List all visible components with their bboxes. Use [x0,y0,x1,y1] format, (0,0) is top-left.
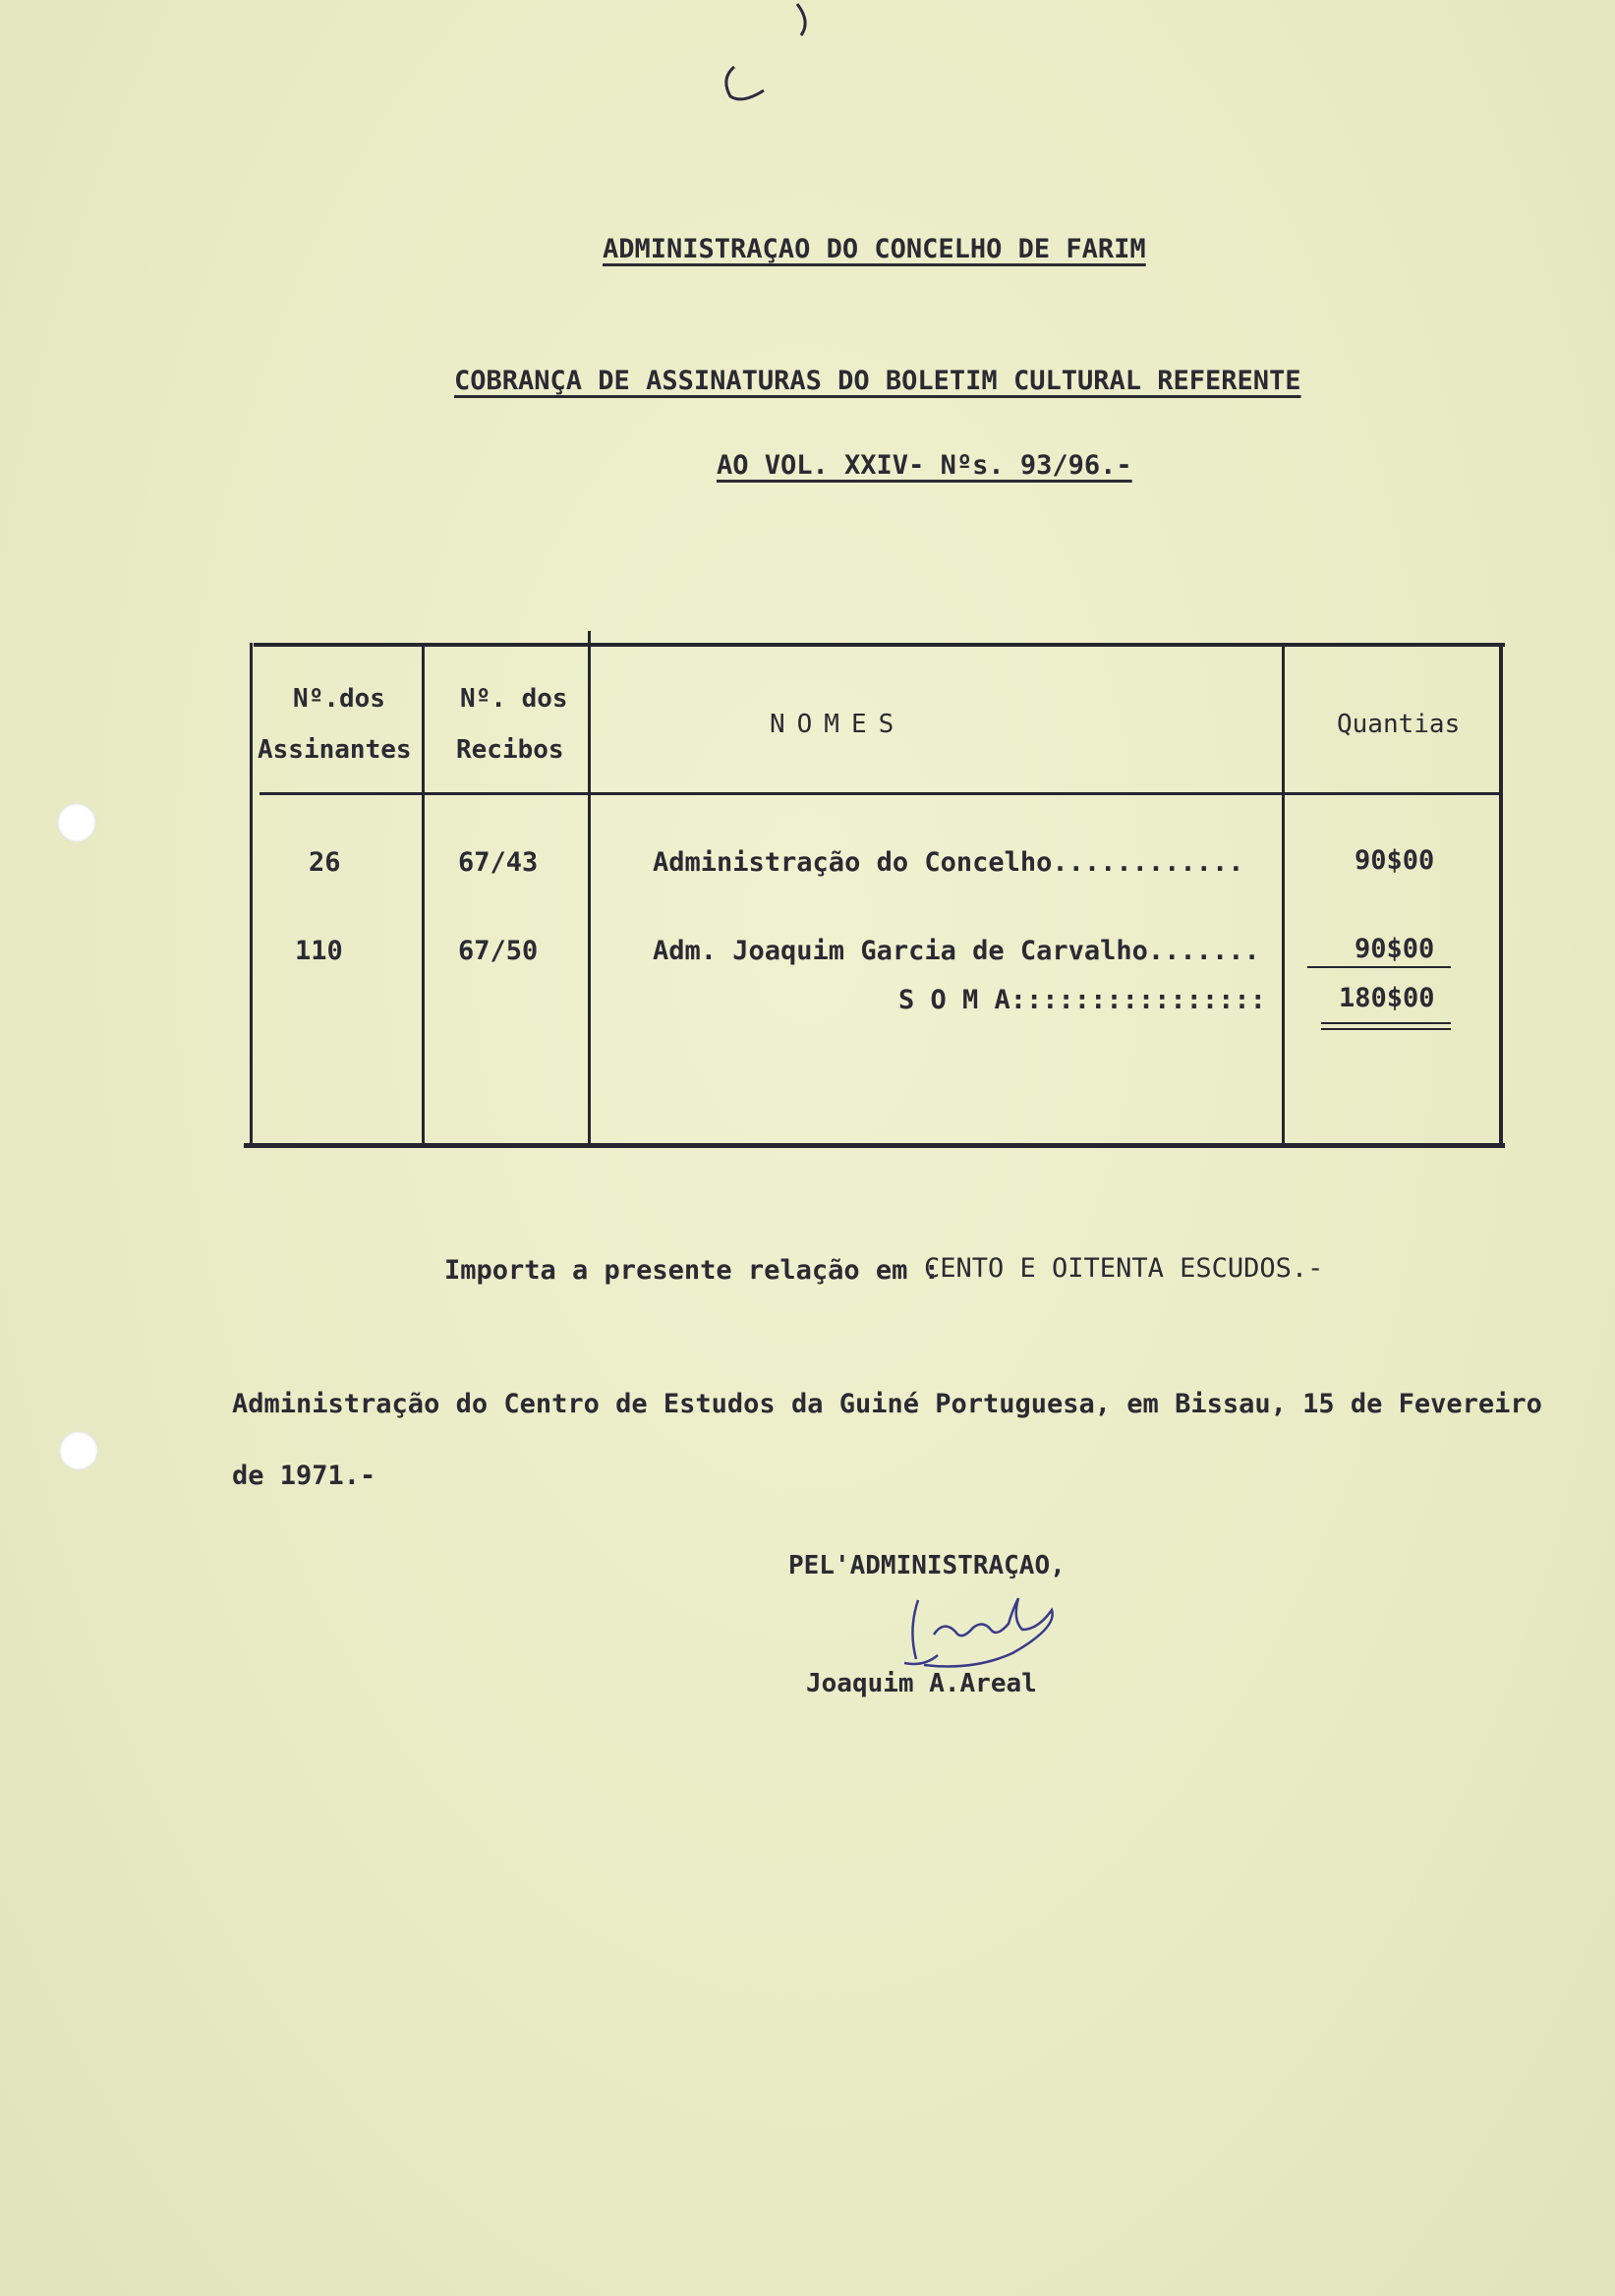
table-divider-1 [422,643,425,1145]
subtotal-rule [1307,966,1451,968]
row2-nome: Adm. Joaquim Garcia de Carvalho....... [653,936,1260,966]
table-header-separator [260,792,1503,795]
closing-line-2: de 1971.- [232,1461,376,1491]
header-quantias: Quantias [1337,710,1461,739]
importa-label: Importa a presente relação em : [444,1255,940,1286]
punch-hole-top [57,803,96,842]
signature-name: Joaquim A.Areal [806,1669,1037,1698]
table-border-bottom [244,1143,1505,1148]
row1-nome: Administração do Concelho............ [653,847,1244,878]
header-recibos-line2: Recibos [456,735,564,765]
table-border-left [250,643,253,1145]
row2-assinante: 110 [295,936,343,966]
pen-mark [713,0,831,113]
soma-value: 180$00 [1339,983,1435,1013]
signature-role: PEL'ADMINISTRAÇAO, [788,1551,1066,1580]
total-double-rule-2 [1321,1028,1451,1030]
subscription-table [244,643,1505,1145]
header-nomes: NOMES [770,710,906,739]
table-divider-3 [1282,643,1285,1145]
table-border-right [1499,643,1503,1145]
header-assinantes-line1: Nº.dos [293,684,385,714]
punch-hole-bottom [59,1431,98,1470]
row1-recibo: 67/43 [458,847,539,878]
table-border-top [254,643,1505,647]
row2-quantia: 90$00 [1355,934,1435,964]
row1-quantia: 90$00 [1355,845,1435,876]
row2-recibo: 67/50 [458,936,539,966]
importa-value: CENTO E OITENTA ESCUDOS.- [924,1253,1324,1284]
header-assinantes-line2: Assinantes [258,735,412,765]
header-recibos-line1: Nº. dos [460,684,568,714]
total-double-rule-1 [1321,1022,1451,1024]
handwritten-signature [865,1590,1111,1679]
heading-volume: AO VOL. XXIV- Nºs. 93/96.- [717,450,1132,481]
row1-assinante: 26 [309,847,341,878]
soma-label: S O M A:::::::::::::::: [898,985,1266,1015]
table-divider-2 [588,631,591,1145]
heading-subscriptions: COBRANÇA DE ASSINATURAS DO BOLETIM CULTURAL REFERENTE [454,366,1301,396]
heading-administration: ADMINISTRAÇAO DO CONCELHO DE FARIM [603,234,1146,264]
closing-line-1: Administração do Centro de Estudos da Guiné Portuguesa, em Bissau, 15 de Fevereiro [232,1389,1542,1419]
